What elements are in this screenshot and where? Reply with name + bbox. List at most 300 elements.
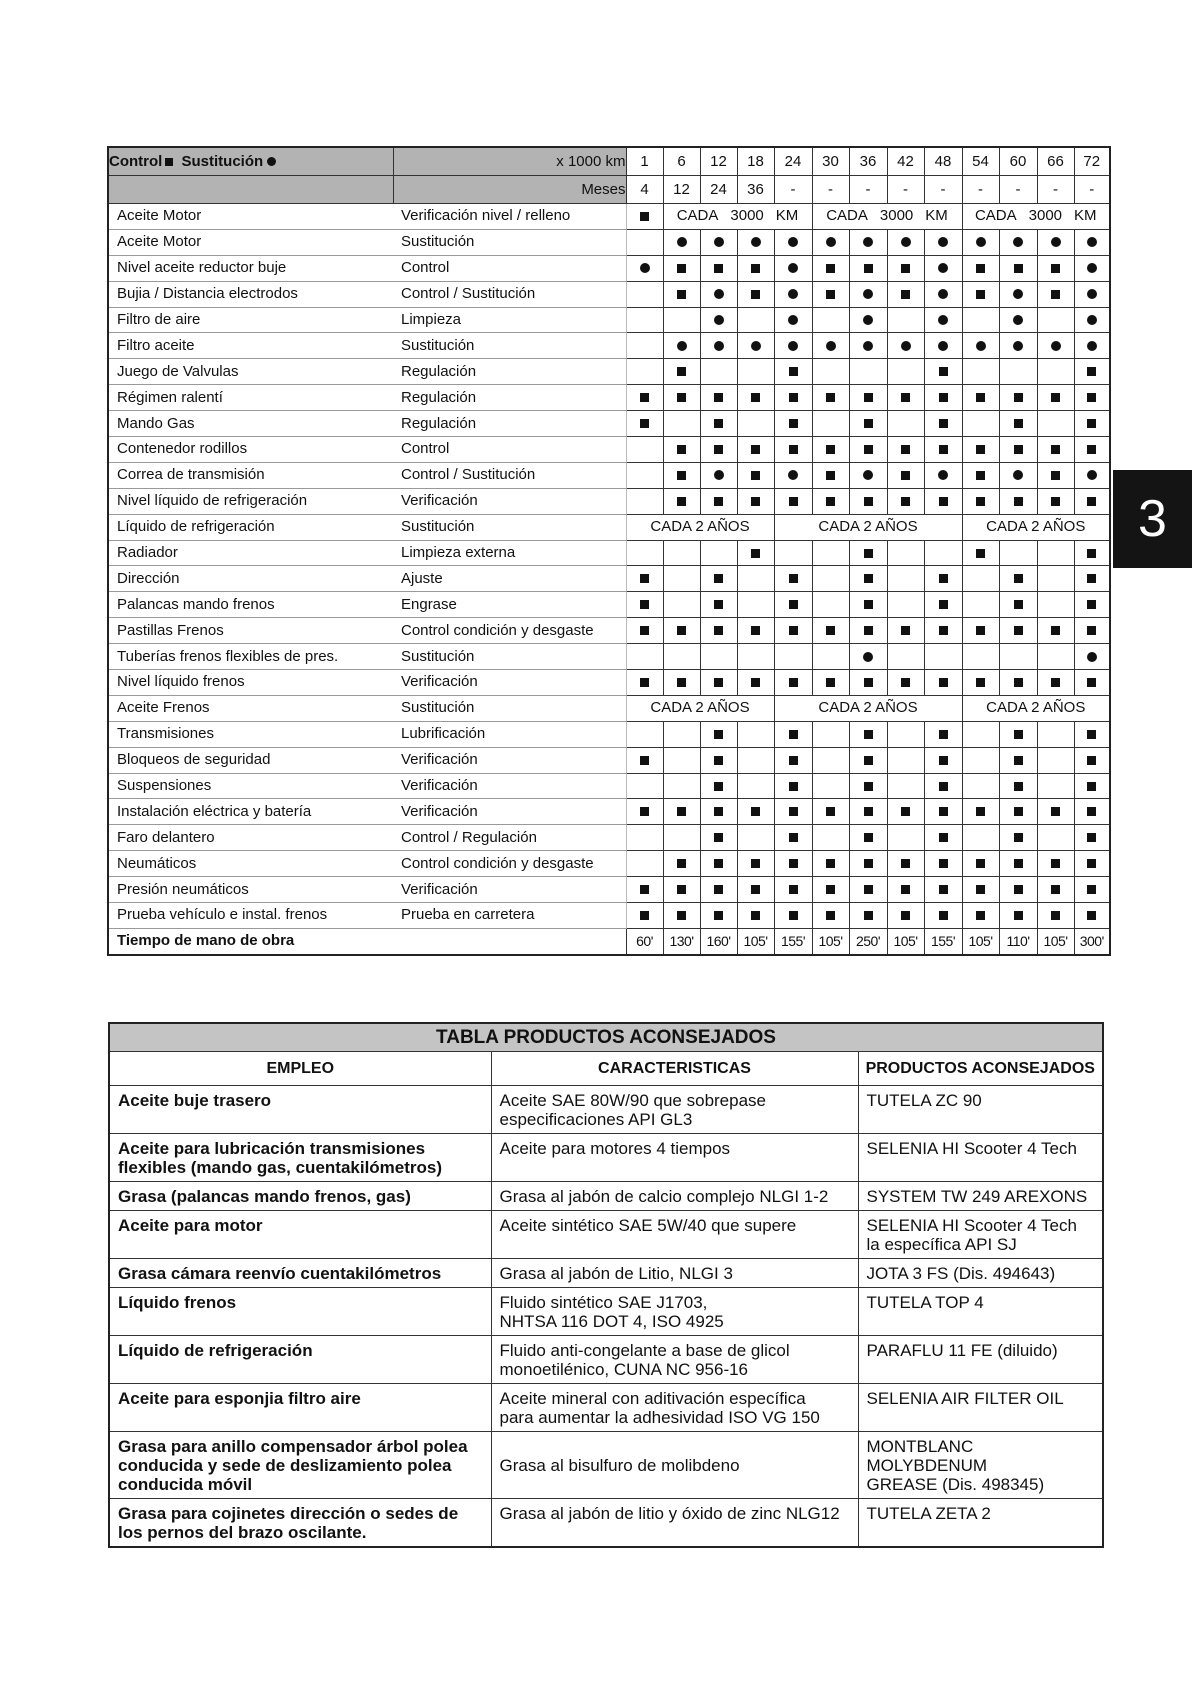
operation-name: Verificación [393, 773, 626, 799]
control-square-icon [826, 807, 835, 816]
control-square-icon [939, 911, 948, 920]
schedule-cell [812, 851, 849, 877]
control-square-icon [677, 885, 686, 894]
control-square-icon [976, 471, 985, 480]
schedule-cell [700, 411, 737, 437]
schedule-cell [663, 229, 700, 255]
sustitucion-dot-icon [640, 263, 650, 273]
table-row [109, 1134, 1103, 1182]
schedule-cell [1037, 229, 1074, 255]
schedule-cell [849, 670, 887, 696]
control-square-icon [826, 471, 835, 480]
labor-time-value: 105' [887, 928, 924, 954]
schedule-cell [849, 437, 887, 463]
schedule-cell [626, 333, 663, 359]
control-square-icon [751, 626, 760, 635]
schedule-cell [774, 566, 812, 592]
component-name: Aceite Motor [108, 229, 393, 255]
meses-value: - [849, 176, 887, 204]
km-value: 42 [887, 147, 924, 176]
km-value: 12 [700, 147, 737, 176]
control-square-icon [864, 782, 873, 791]
sustitucion-dot-icon [901, 341, 911, 351]
control-square-icon [640, 885, 649, 894]
schedule-cell [924, 281, 962, 307]
control-square-icon [1087, 393, 1096, 402]
control-square-icon [864, 807, 873, 816]
control-square-icon [1087, 782, 1096, 791]
operation-name: Regulación [393, 359, 626, 385]
control-square-icon [826, 678, 835, 687]
table-row [108, 670, 1110, 696]
schedule-cell [663, 644, 700, 670]
schedule-cell [999, 877, 1037, 903]
interval-word: 3000 [730, 207, 764, 225]
schedule-cell [962, 540, 999, 566]
km-value: 36 [849, 147, 887, 176]
schedule-cell [700, 229, 737, 255]
schedule-cell [887, 851, 924, 877]
control-square-icon [789, 807, 798, 816]
control-square-icon [714, 911, 723, 920]
schedule-cell [626, 592, 663, 618]
sustitucion-dot-icon [788, 315, 798, 325]
schedule-cell [887, 333, 924, 359]
schedule-cell [663, 670, 700, 696]
cell-line: Grasa al jabón de Litio, NLGI 3 [499, 1264, 733, 1283]
schedule-cell [849, 281, 887, 307]
control-square-icon [1014, 445, 1023, 454]
control-square-icon [1014, 626, 1023, 635]
table-row [108, 462, 1110, 488]
schedule-cell [812, 799, 849, 825]
control-square-icon [901, 264, 910, 273]
control-square-icon [789, 782, 798, 791]
schedule-cell [887, 281, 924, 307]
schedule-cell [849, 333, 887, 359]
producto-cell [858, 1288, 1103, 1336]
schedule-cell [1037, 411, 1074, 437]
control-square-icon [1014, 859, 1023, 868]
component-name: Aceite Frenos [108, 695, 393, 721]
control-square-icon [677, 626, 686, 635]
control-square-icon [677, 859, 686, 868]
schedule-cell [774, 540, 812, 566]
schedule-cell [812, 825, 849, 851]
column-header: CARACTERISTICAS [491, 1052, 858, 1086]
schedule-cell [1037, 307, 1074, 333]
schedule-cell [774, 877, 812, 903]
component-name: Pastillas Frenos [108, 618, 393, 644]
cell-line: Líquido frenos [118, 1293, 237, 1312]
control-square-icon [976, 445, 985, 454]
sustitucion-dot-icon [1051, 237, 1061, 247]
component-name: Tuberías frenos flexibles de pres. [108, 644, 393, 670]
schedule-cell [1037, 851, 1074, 877]
schedule-cell [774, 773, 812, 799]
control-square-icon [751, 859, 760, 868]
sustitucion-dot-icon [788, 237, 798, 247]
control-square-icon [640, 212, 649, 221]
cell-line: SELENIA HI Scooter 4 Tech [866, 1139, 1077, 1158]
control-square-icon [939, 885, 948, 894]
control-square-icon [714, 393, 723, 402]
schedule-cell [812, 281, 849, 307]
schedule-cell [1037, 462, 1074, 488]
schedule-cell [626, 411, 663, 437]
schedule-cell [700, 799, 737, 825]
control-square-icon [165, 158, 173, 166]
schedule-cell [887, 825, 924, 851]
control-square-icon [864, 574, 873, 583]
table-row [108, 514, 1110, 540]
schedule-cell [812, 566, 849, 592]
schedule-cell [737, 333, 774, 359]
schedule-cell [737, 488, 774, 514]
sustitucion-dot-icon [976, 341, 986, 351]
control-square-icon [789, 626, 798, 635]
control-square-icon [714, 756, 723, 765]
component-name: Juego de Valvulas [108, 359, 393, 385]
schedule-cell [1074, 359, 1110, 385]
cell-line: TUTELA ZETA 2 [866, 1504, 991, 1523]
schedule-cell [737, 773, 774, 799]
sustitucion-dot-icon [863, 315, 873, 325]
control-square-icon [789, 367, 798, 376]
cell-line: Grasa para cojinetes dirección o sedes de [118, 1504, 459, 1523]
schedule-cell [999, 747, 1037, 773]
schedule-cell [849, 592, 887, 618]
km-value: 1 [626, 147, 663, 176]
control-square-icon [1087, 807, 1096, 816]
schedule-cell [626, 644, 663, 670]
control-square-icon [864, 859, 873, 868]
sustitucion-dot-icon [677, 237, 687, 247]
cell-line: para aumentar la adhesividad ISO VG 150 [499, 1408, 820, 1427]
table-row [108, 592, 1110, 618]
schedule-cell [999, 359, 1037, 385]
empleo-cell [109, 1259, 491, 1288]
control-square-icon [1014, 756, 1023, 765]
schedule-cell [626, 566, 663, 592]
control-square-icon [864, 885, 873, 894]
schedule-cell [663, 721, 700, 747]
schedule-cell [737, 903, 774, 929]
schedule-cell [999, 773, 1037, 799]
control-square-icon [789, 859, 798, 868]
interval-word: 3000 [879, 207, 914, 225]
table-row [109, 1211, 1103, 1259]
schedule-cell [887, 773, 924, 799]
schedule-cell [663, 877, 700, 903]
schedule-cell [626, 229, 663, 255]
schedule-cell [849, 747, 887, 773]
control-square-icon [976, 393, 985, 402]
control-square-icon [901, 626, 910, 635]
schedule-cell [700, 903, 737, 929]
caracteristicas-cell [491, 1499, 858, 1548]
schedule-cell [774, 618, 812, 644]
control-square-icon [939, 445, 948, 454]
schedule-cell [812, 307, 849, 333]
schedule-cell [849, 385, 887, 411]
producto-cell [858, 1211, 1103, 1259]
interval-word: CADA [974, 207, 1017, 225]
control-square-icon [714, 445, 723, 454]
table-row [108, 618, 1110, 644]
labor-time-value: 105' [1037, 928, 1074, 954]
schedule-cell [700, 462, 737, 488]
schedule-cell [663, 281, 700, 307]
control-square-icon [714, 782, 723, 791]
schedule-cell [999, 721, 1037, 747]
schedule-cell [849, 255, 887, 281]
sustitucion-dot-icon [826, 237, 836, 247]
cell-line: GREASE (Dis. 498345) [866, 1475, 1045, 1494]
control-square-icon [1014, 885, 1023, 894]
legend-sustitucion-label: Sustitución [181, 152, 264, 170]
table-row [108, 437, 1110, 463]
km-value: 72 [1074, 147, 1110, 176]
control-square-icon [864, 730, 873, 739]
producto-cell [858, 1086, 1103, 1134]
schedule-cell [887, 877, 924, 903]
km-value: 24 [774, 147, 812, 176]
control-square-icon [640, 574, 649, 583]
empleo-cell [109, 1384, 491, 1432]
cell-line: Líquido de refrigeración [118, 1341, 313, 1360]
schedule-cell [887, 799, 924, 825]
sustitucion-dot-icon [788, 341, 798, 351]
control-square-icon [1051, 471, 1060, 480]
schedule-cell [1037, 618, 1074, 644]
schedule-cell [999, 825, 1037, 851]
caracteristicas-cell [491, 1288, 858, 1336]
meses-value: - [1037, 176, 1074, 204]
operation-name: Control / Regulación [393, 825, 626, 851]
schedule-cell [849, 903, 887, 929]
control-square-icon [1014, 497, 1023, 506]
products-header-row [109, 1052, 1103, 1086]
sustitucion-dot-icon [863, 652, 873, 662]
schedule-cell [924, 411, 962, 437]
caracteristicas-cell [491, 1086, 858, 1134]
schedule-cell [924, 307, 962, 333]
schedule-cell [626, 618, 663, 644]
schedule-cell [812, 721, 849, 747]
control-square-icon [826, 445, 835, 454]
control-square-icon [939, 756, 948, 765]
schedule-cell [999, 851, 1037, 877]
header-row-km [108, 147, 1110, 176]
control-square-icon [976, 859, 985, 868]
schedule-cell [999, 229, 1037, 255]
labor-time-value: 250' [849, 928, 887, 954]
control-square-icon [1087, 600, 1096, 609]
sustitucion-dot-icon [938, 289, 948, 299]
labor-time-value: 110' [999, 928, 1037, 954]
table-row [108, 307, 1110, 333]
schedule-cell [737, 670, 774, 696]
operation-name: Control / Sustitución [393, 281, 626, 307]
control-square-icon [751, 497, 760, 506]
control-square-icon [640, 419, 649, 428]
sustitucion-dot-icon [938, 470, 948, 480]
schedule-cell [663, 903, 700, 929]
empleo-cell [109, 1086, 491, 1134]
sustitucion-dot-icon [1013, 341, 1023, 351]
control-square-icon [677, 911, 686, 920]
meses-value: - [774, 176, 812, 204]
cell-line: TUTELA TOP 4 [866, 1293, 984, 1312]
operation-name: Verificación nivel / relleno [393, 204, 626, 230]
control-square-icon [1014, 419, 1023, 428]
schedule-cell [700, 877, 737, 903]
cell-line: JOTA 3 FS (Dis. 494643) [866, 1264, 1056, 1283]
control-square-icon [1014, 264, 1023, 273]
labor-time-value: 160' [700, 928, 737, 954]
control-square-icon [677, 264, 686, 273]
schedule-cell [663, 462, 700, 488]
meses-value: - [999, 176, 1037, 204]
schedule-cell [849, 721, 887, 747]
meses-value: 24 [700, 176, 737, 204]
schedule-cell [1037, 773, 1074, 799]
table-row [108, 644, 1110, 670]
schedule-cell [924, 721, 962, 747]
sustitucion-dot-icon [938, 237, 948, 247]
control-square-icon [901, 807, 910, 816]
control-square-icon [789, 419, 798, 428]
schedule-cell [663, 540, 700, 566]
schedule-cell [962, 903, 999, 929]
control-square-icon [1014, 600, 1023, 609]
schedule-cell [812, 255, 849, 281]
table-row [108, 721, 1110, 747]
operation-name: Sustitución [393, 229, 626, 255]
schedule-cell [962, 799, 999, 825]
control-square-icon [677, 471, 686, 480]
schedule-cell [887, 721, 924, 747]
schedule-cell [774, 281, 812, 307]
schedule-cell [1037, 437, 1074, 463]
component-name: Instalación eléctrica y batería [108, 799, 393, 825]
schedule-cell [999, 333, 1037, 359]
sustitucion-dot-icon [1013, 237, 1023, 247]
component-name: Filtro de aire [108, 307, 393, 333]
interval-word: KM [925, 207, 948, 225]
cell-line: Aceite para lubricación transmisiones [118, 1139, 426, 1158]
schedule-cell [812, 644, 849, 670]
control-square-icon [751, 290, 760, 299]
labor-time-value: 105' [737, 928, 774, 954]
control-square-icon [677, 367, 686, 376]
control-square-icon [864, 419, 873, 428]
cell-line: Aceite buje trasero [118, 1091, 272, 1110]
table-row [108, 385, 1110, 411]
schedule-cell [626, 903, 663, 929]
labor-time-value: 300' [1074, 928, 1110, 954]
meses-value: - [812, 176, 849, 204]
control-square-icon [1014, 782, 1023, 791]
km-unit-label: x 1000 km [393, 147, 626, 176]
schedule-cell [887, 670, 924, 696]
schedule-cell [962, 488, 999, 514]
schedule-cell [737, 359, 774, 385]
control-square-icon [789, 600, 798, 609]
control-square-icon [1087, 756, 1096, 765]
schedule-cell [999, 799, 1037, 825]
schedule-cell [1074, 540, 1110, 566]
table-row [108, 747, 1110, 773]
table-row [108, 851, 1110, 877]
control-square-icon [751, 549, 760, 558]
schedule-cell [999, 670, 1037, 696]
control-square-icon [714, 678, 723, 687]
schedule-cell [999, 437, 1037, 463]
schedule-cell [737, 644, 774, 670]
sustitucion-dot-icon [1087, 237, 1097, 247]
meses-value: - [962, 176, 999, 204]
interval-word: KM [1074, 207, 1097, 225]
schedule-cell [1037, 592, 1074, 618]
table-row [108, 566, 1110, 592]
cell-line: Grasa al jabón de litio y óxido de zinc NLG12 [499, 1504, 840, 1523]
schedule-cell [663, 825, 700, 851]
schedule-cell [1037, 566, 1074, 592]
schedule-cell [1074, 825, 1110, 851]
schedule-cell [700, 488, 737, 514]
component-name: Faro delantero [108, 825, 393, 851]
component-name: Nivel líquido frenos [108, 670, 393, 696]
schedule-cell [626, 359, 663, 385]
component-name: Régimen ralentí [108, 385, 393, 411]
empleo-cell [109, 1336, 491, 1384]
schedule-cell [700, 385, 737, 411]
km-value: 48 [924, 147, 962, 176]
schedule-cell [849, 566, 887, 592]
schedule-cell [663, 307, 700, 333]
operation-name: Sustitución [393, 695, 626, 721]
labor-time-row [108, 928, 1110, 954]
cell-line: MOLYBDENUM [866, 1456, 988, 1475]
schedule-cell [737, 825, 774, 851]
control-square-icon [1014, 574, 1023, 583]
schedule-cell [924, 385, 962, 411]
control-square-icon [976, 264, 985, 273]
control-square-icon [1014, 730, 1023, 739]
control-square-icon [640, 911, 649, 920]
control-square-icon [864, 393, 873, 402]
control-square-icon [1051, 497, 1060, 506]
sustitucion-dot-icon [267, 157, 276, 166]
schedule-cell [626, 747, 663, 773]
schedule-cell [962, 773, 999, 799]
schedule-cell [887, 307, 924, 333]
control-square-icon [826, 885, 835, 894]
control-square-icon [714, 497, 723, 506]
interval-word: CADA [676, 207, 719, 225]
operation-name: Ajuste [393, 566, 626, 592]
caracteristicas-cell [491, 1384, 858, 1432]
meses-value: - [1074, 176, 1110, 204]
schedule-cell [1037, 670, 1074, 696]
maintenance-schedule-table [107, 146, 1111, 956]
schedule-cell [924, 747, 962, 773]
control-square-icon [1014, 911, 1023, 920]
products-title: TABLA PRODUCTOS ACONSEJADOS [109, 1023, 1103, 1052]
schedule-cell [1037, 333, 1074, 359]
